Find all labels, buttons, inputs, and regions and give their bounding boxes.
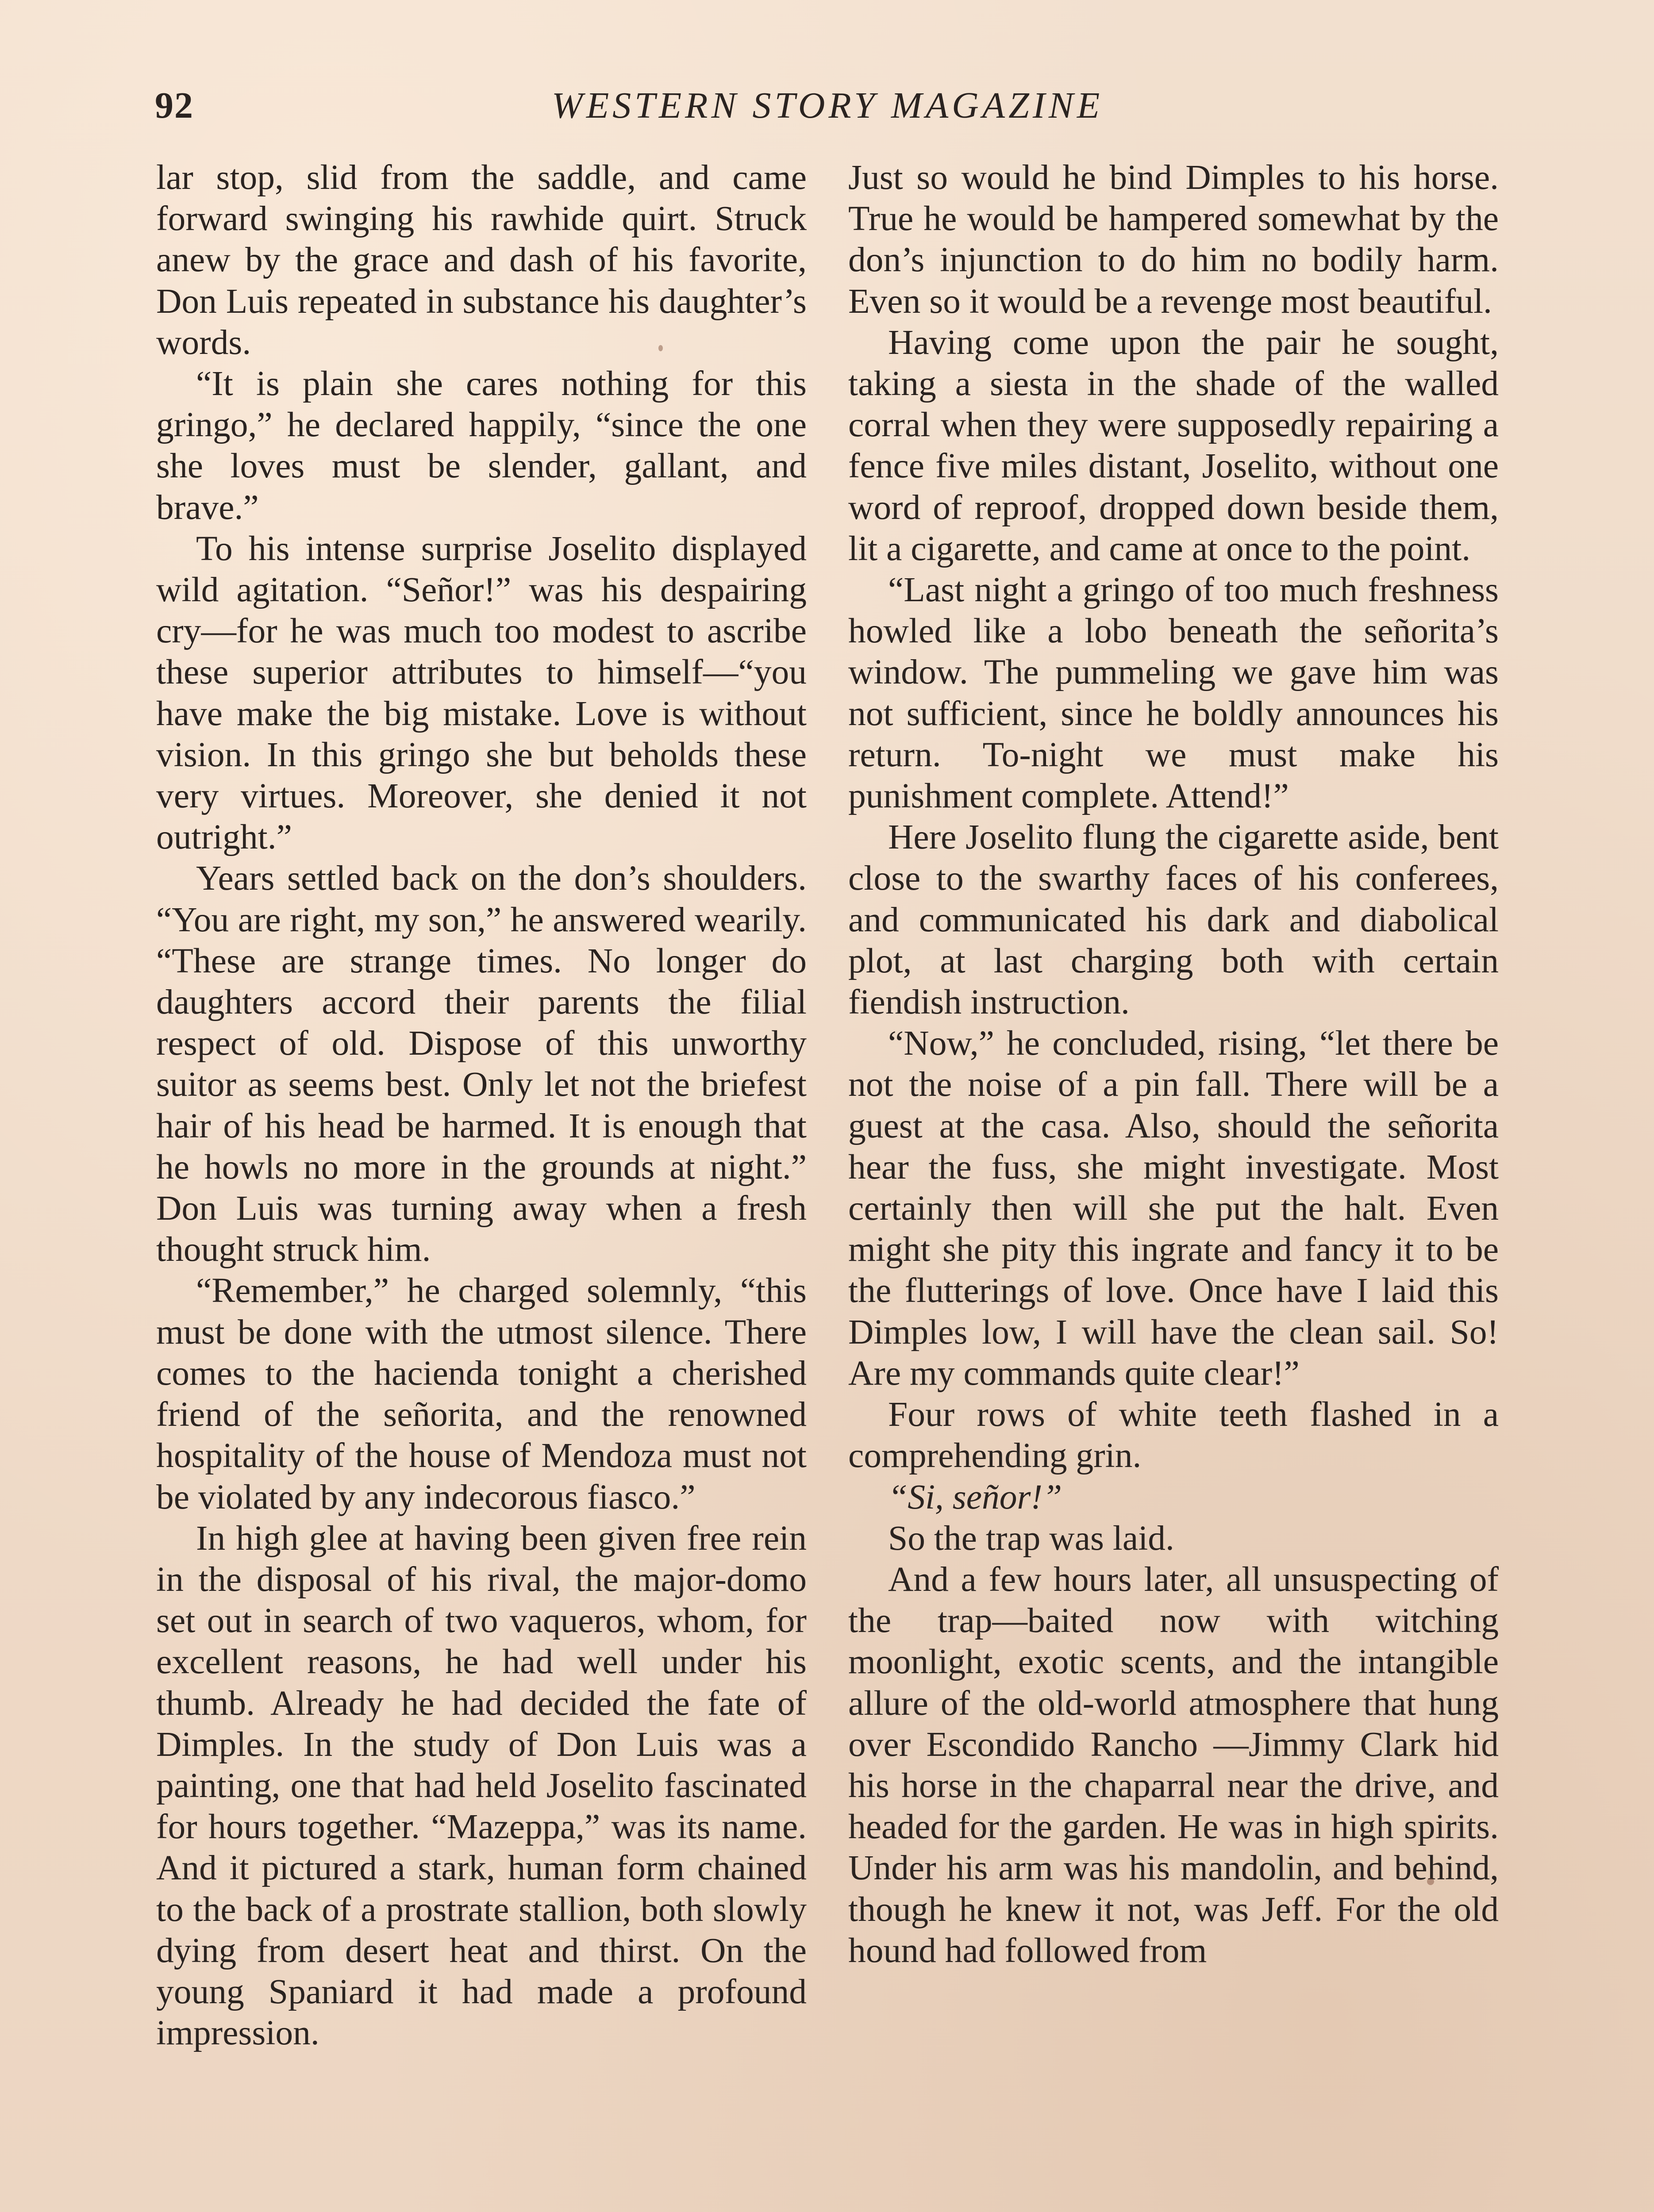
paper-speck [658, 345, 663, 351]
running-title: WESTERN STORY MAGAZINE [551, 85, 1104, 126]
paragraph: Just so would he bind Dimples to his horse. True he would be hampered somewhat by the don’s injunction to do him no bodily harm. Even so it would be a revenge most beautiful. [848, 158, 1499, 321]
paragraph: To his intense surprise Joselito displayed wild agitation. “Señor!” was his despairing cry—for he was much too modest to ascribe these superior attributes to himself—“you have make the big mistake. Love is without vision. In this gringo she but beholds these very virtues. Moreover, she denied it not outright.” [156, 529, 807, 857]
paragraph: Years settled back on the don’s shoulders. “You are right, my son,” he answered wearily. “These are strange times. No longer do daughters accord their parents the filial respect of old. Dispose of this unworthy suitor as seems best. Only let not the briefest hair of his head be harmed. It is enough that he howls no more in the grounds at night.” Don Luis was turning away when a fresh thought struck him. [156, 859, 807, 1269]
left-column [156, 157, 807, 2212]
right-column [848, 157, 1499, 2212]
paragraph: Having come upon the pair he sought, taking a siesta in the shade of the walled corral when they were supposedly repairing a fence five miles distant, Joselito, without one word of reproof, dropped down beside them, lit a cigarette, and came at once to the point. [848, 323, 1499, 568]
page-number: 92 [155, 85, 194, 126]
paper-speck [1427, 1878, 1434, 1885]
paragraph: “Last night a gringo of too much freshness howled like a lobo beneath the señorita’s window. The pummeling we gave him was not sufficient, since he boldly announces his return. To-night we must make his punishment complete. Attend!” [848, 570, 1499, 816]
paragraph: Here Joselito flung the cigarette aside, bent close to the swarthy faces of his conferees, and communicated his dark and diabolical plot, at last charging both with certain fiendish instruction. [848, 818, 1499, 1022]
paragraph: Four rows of white teeth flashed in a comprehending grin. [848, 1395, 1499, 1475]
paragraph: “Now,” he concluded, rising, “let there be not the noise of a pin fall. There will be a guest at the casa. Also, should the señorita hear the fuss, she might investigate. Most certainly then will she put the halt. Even might she pity this ingrate and fancy it to be the flutterings of love. Once have I laid this Dimples low, I will have the clean sail. So! Are my commands quite clear!” [848, 1024, 1499, 1393]
paragraph: So the trap was laid. [888, 1518, 1174, 1558]
paragraph: “Remember,” he charged solemnly, “this must be done with the utmost silence. There comes to the hacienda tonight a cherished friend of the señorita, and the renowned hospitality of the house of Mendoza must not be violated by any indecorous fiasco.” [156, 1271, 807, 1517]
paragraph: “Si, señor!” [888, 1477, 1062, 1517]
page-header [155, 84, 1500, 133]
paragraph: lar stop, slid from the saddle, and came forward swinging his rawhide quirt. Struck anew by the grace and dash of his favorite, Don Luis repeated in substance his daughter’s words. [156, 158, 807, 362]
paragraph: In high glee at having been given free rein in the disposal of his rival, the major-domo set out in search of two vaqueros, whom, for excellent reasons, he had well under his thumb. Already he had decided the fate of Dimples. In the study of Don Luis was a painting, one that had held Joselito fascinated for hours together. “Mazeppa,” was its name. And it pictured a stark, human form chained to the back of a prostrate stallion, both slowly dying from desert heat and thirst. On the young Spaniard it had made a profound impression. [156, 1518, 807, 2053]
paragraph: “It is plain she cares nothing for this gringo,” he declared happily, “since the one she loves must be slender, gallant, and brave.” [156, 364, 807, 527]
paragraph: And a few hours later, all unsuspecting of the trap—baited now with witching moonlight, exotic scents, and the intangible allure of the old-world atmosphere that hung over Escondido Rancho —Jimmy Clark hid his horse in the chaparral near the drive, and headed for the garden. He was in high spirits. Under his arm was his mandolin, and behind, though he knew it not, was Jeff. For the old hound had followed from [848, 1559, 1499, 1970]
